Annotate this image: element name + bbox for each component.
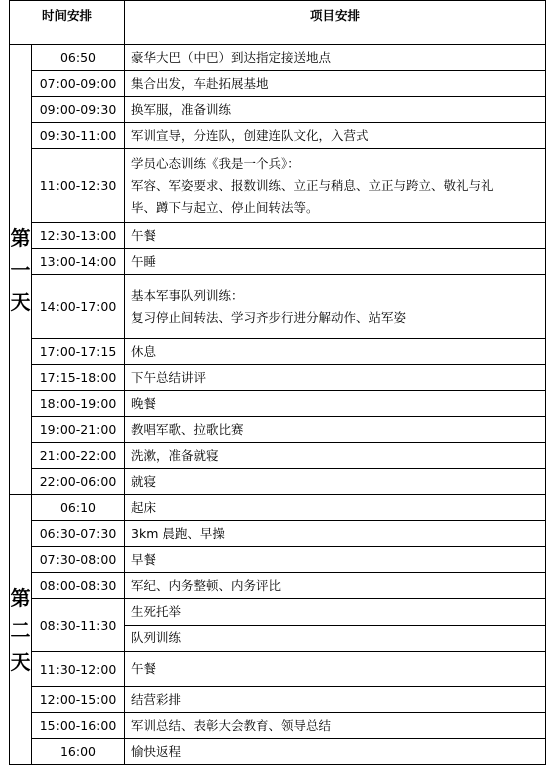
item-cell: 结营彩排: [125, 687, 546, 713]
header-row: [10, 1, 546, 45]
table-row: [10, 123, 546, 149]
item-cell: 豪华大巴（中巴）到达指定接送地点: [125, 45, 546, 71]
time-cell: 11:30-12:00: [32, 652, 125, 687]
item-cell: 教唱军歌、拉歌比赛: [125, 417, 546, 443]
item-cell: 生死托举: [131, 603, 182, 619]
table-row: [10, 71, 546, 97]
table-row: [10, 713, 546, 739]
time-cell: 18:00-19:00: [32, 391, 125, 417]
time-cell: 09:00-09:30: [32, 97, 125, 123]
time-cell: 08:30-11:30: [32, 599, 125, 652]
table-row: [10, 275, 546, 339]
time-cell: 09:30-11:00: [32, 123, 125, 149]
time-cell: 06:30-07:30: [32, 521, 125, 547]
time-cell: 07:00-09:00: [32, 71, 125, 97]
item-cell: 晚餐: [125, 391, 546, 417]
time-cell: 14:00-17:00: [32, 275, 125, 339]
table-row: [10, 45, 546, 71]
table-row: [10, 739, 546, 765]
time-cell: 13:00-14:00: [32, 249, 125, 275]
item-cell: 就寝: [125, 469, 546, 495]
table-row: [10, 547, 546, 573]
table-row: [10, 687, 546, 713]
item-cell: 集合出发，车赴拓展基地: [125, 71, 546, 97]
time-cell: 12:30-13:00: [32, 223, 125, 249]
day-one-label: 第 一 天: [10, 45, 32, 495]
sub-row: [125, 625, 545, 651]
table-row: [10, 339, 546, 365]
sub-items: [125, 599, 545, 651]
item-cell: 队列训练: [125, 625, 545, 651]
table-row: [10, 149, 546, 223]
time-cell: 06:50: [32, 45, 125, 71]
header-item: 项目安排: [125, 1, 546, 45]
time-cell: 16:00: [32, 739, 125, 765]
day-two-label: 第 二 天: [10, 495, 32, 765]
time-cell: 19:00-21:00: [32, 417, 125, 443]
item-cell: 愉快返程: [125, 739, 546, 765]
table-row: [10, 365, 546, 391]
time-cell: 22:00-06:00: [32, 469, 125, 495]
item-cell: 洗漱，准备就寝: [125, 443, 546, 469]
table-row: [10, 223, 546, 249]
time-cell: 15:00-16:00: [32, 713, 125, 739]
table-row: [10, 652, 546, 687]
table-row: [10, 599, 546, 652]
item-cell: 基本军事队列训练： 复习停止间转法、学习齐步行进分解动作、站军姿: [125, 275, 546, 339]
item-cell: 军训总结、表彰大会教育、领导总结: [125, 713, 546, 739]
table-row: [10, 443, 546, 469]
item-cell: 起床: [125, 495, 546, 521]
time-cell: 17:15-18:00: [32, 365, 125, 391]
item-cell: 军训宣导，分连队，创建连队文化，入营式: [125, 123, 546, 149]
item-cell: 换军服，准备训练: [125, 97, 546, 123]
time-cell: 08:00-08:30: [32, 573, 125, 599]
table-row: [10, 97, 546, 123]
table-row: [10, 249, 546, 275]
item-cell: 早餐: [125, 547, 546, 573]
schedule-table: [9, 0, 546, 765]
table-row: [10, 391, 546, 417]
time-cell: 12:00-15:00: [32, 687, 125, 713]
table-row: [10, 495, 546, 521]
table-row: [10, 573, 546, 599]
time-cell: 06:10: [32, 495, 125, 521]
time-cell: 07:30-08:00: [32, 547, 125, 573]
item-cell-split: [125, 599, 546, 652]
item-cell: 下午总结讲评: [125, 365, 546, 391]
table-row: [10, 521, 546, 547]
table-row: [10, 469, 546, 495]
item-cell: 午餐: [125, 223, 546, 249]
time-cell: 17:00-17:15: [32, 339, 125, 365]
item-cell: 3km 晨跑、早操: [125, 521, 546, 547]
item-cell: 午睡: [125, 249, 546, 275]
item-cell: 军纪、内务整顿、内务评比: [125, 573, 546, 599]
item-cell: 学员心态训练《我是一个兵》： 军容、军姿要求、报数训练、立正与稍息、立正与跨立、敬礼与礼 毕、蹲下与起立、停止间转法等。: [125, 149, 546, 223]
time-cell: 21:00-22:00: [32, 443, 125, 469]
table-row: [10, 417, 546, 443]
time-cell: 11:00-12:30: [32, 149, 125, 223]
item-cell: 休息: [125, 339, 546, 365]
sub-row: [125, 599, 545, 625]
item-cell: 午餐: [125, 652, 546, 687]
header-time: 时间安排: [10, 1, 125, 45]
